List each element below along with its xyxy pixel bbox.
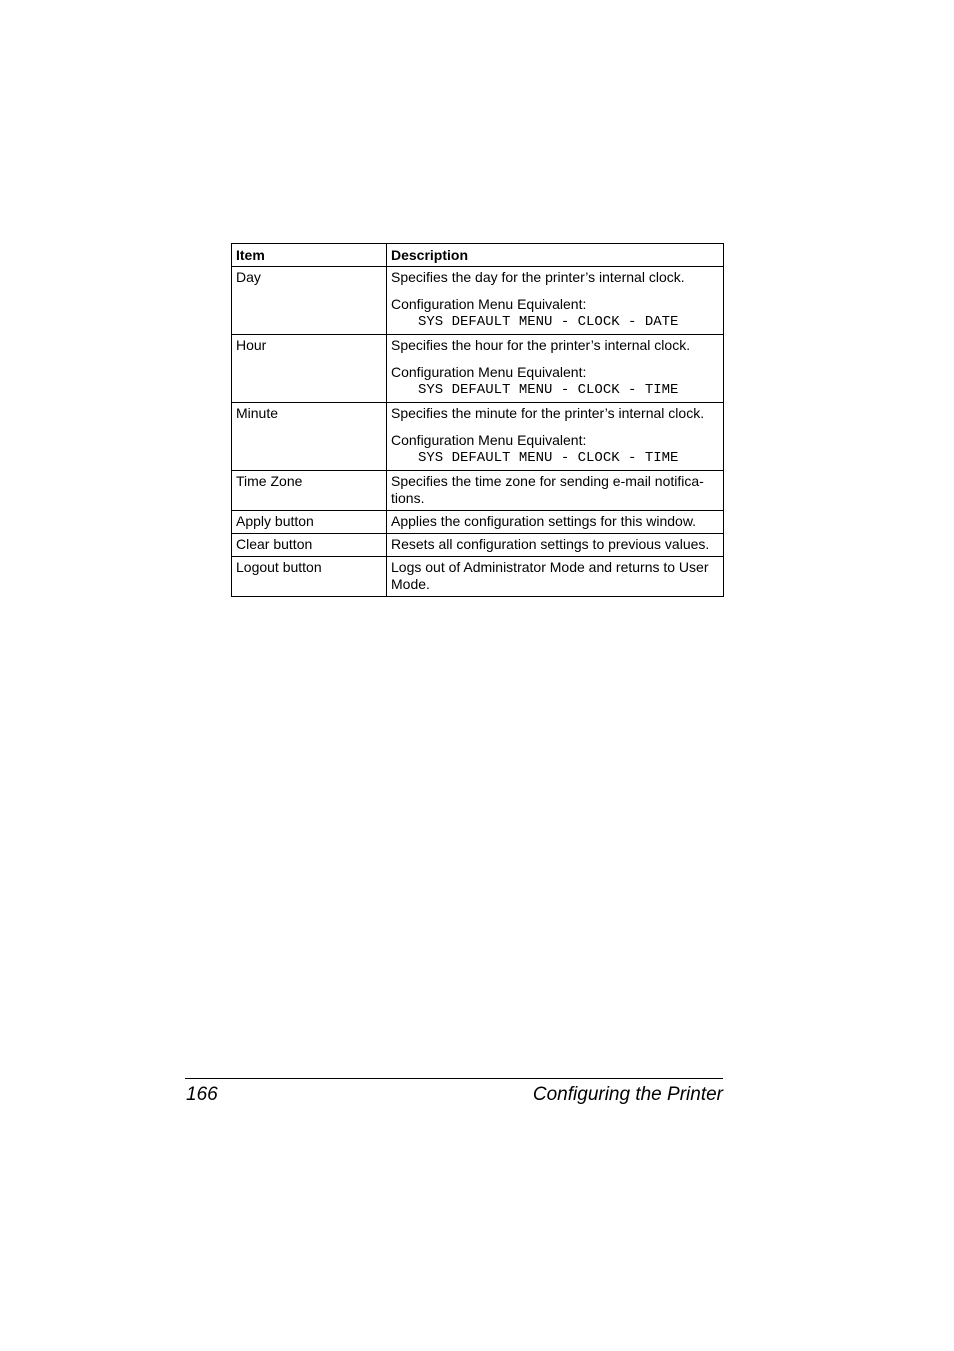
description-cell [387,403,724,471]
config-equivalent-label: Configuration Menu Equivalent: [391,364,587,380]
item-cell: Minute [232,403,387,471]
item-cell: Time Zone [232,471,387,511]
config-menu-path: SYS DEFAULT MENU - CLOCK - DATE [418,314,679,330]
item-cell: Apply button [232,511,387,534]
description-cell: Specifies the time zone for sending e-mail notifica-tions. [387,471,724,511]
table-row [232,557,724,597]
config-equivalent-label: Configuration Menu Equivalent: [391,432,587,448]
table-row [232,403,724,471]
description-cell [387,335,724,403]
footer-divider [185,1078,723,1079]
config-menu-path: SYS DEFAULT MENU - CLOCK - TIME [418,382,679,398]
table-row [232,267,724,335]
description-cell [387,267,724,335]
page-number: 166 [186,1084,218,1105]
item-cell: Day [232,267,387,335]
description-cell: Resets all configuration settings to previous values. [387,534,724,557]
config-menu-path: SYS DEFAULT MENU - CLOCK - TIME [418,450,679,466]
table-header-row [232,244,724,267]
item-cell: Clear button [232,534,387,557]
settings-table-container [231,243,723,597]
item-cell: Logout button [232,557,387,597]
table-row [232,471,724,511]
config-equivalent-label: Configuration Menu Equivalent: [391,296,587,312]
chapter-title: Configuring the Printer [532,1084,723,1105]
table-row [232,335,724,403]
settings-table [231,243,724,597]
item-cell: Hour [232,335,387,403]
column-header-item: Item [232,244,387,267]
table-row [232,511,724,534]
description-cell: Logs out of Administrator Mode and returns to User Mode. [387,557,724,597]
description-cell: Applies the configuration settings for this window. [387,511,724,534]
column-header-description: Description [387,244,724,267]
description-text: Specifies the day for the printer’s internal clock. [391,269,685,285]
description-text: Specifies the minute for the printer’s internal clock. [391,405,705,421]
description-text: Specifies the hour for the printer’s internal clock. [391,337,691,353]
table-row [232,534,724,557]
